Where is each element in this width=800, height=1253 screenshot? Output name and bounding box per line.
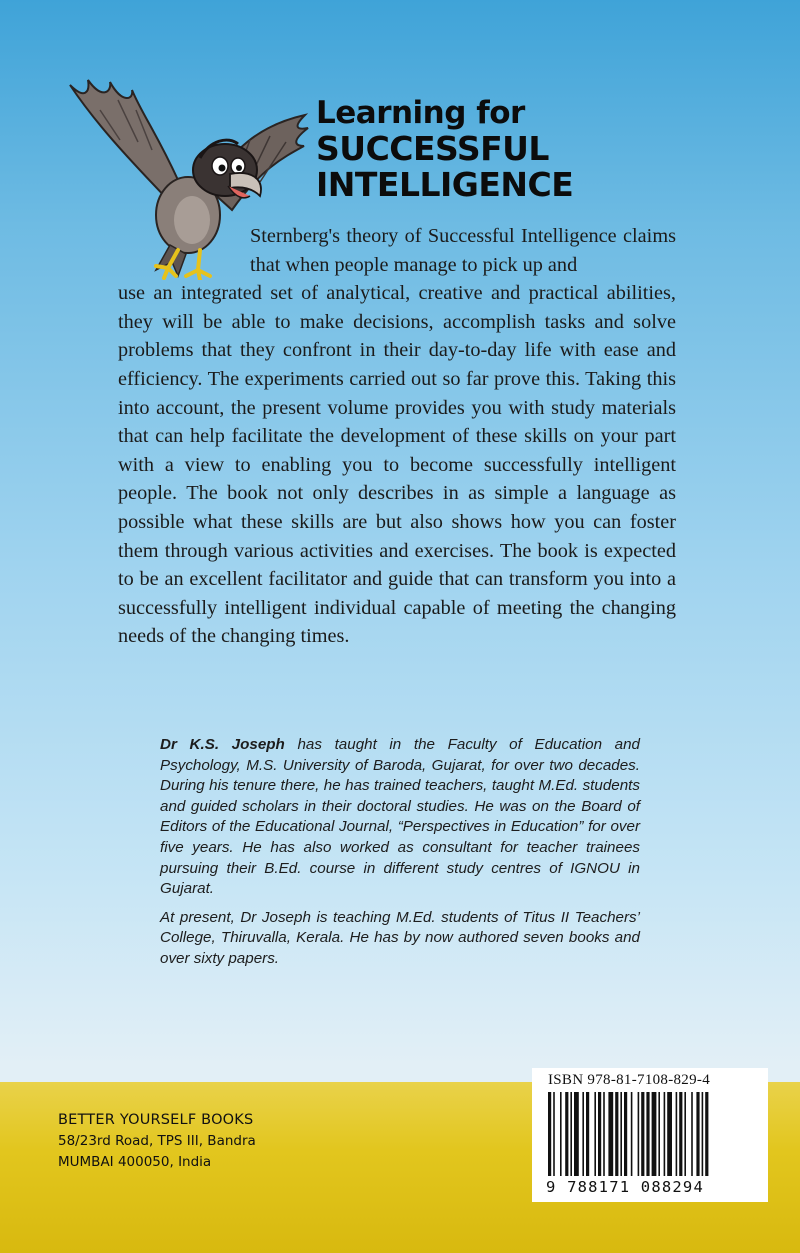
barcode-bar [565, 1092, 568, 1176]
book-description [118, 222, 676, 651]
publisher-name: BETTER YOURSELF BOOKS [58, 1112, 254, 1128]
isbn-label: ISBN 978-81-7108-829-4 [548, 1072, 711, 1088]
publisher-address-line-2: MUMBAI 400050, India [58, 1154, 212, 1170]
barcode-bar [603, 1092, 605, 1176]
barcode-bar [691, 1092, 693, 1176]
bio-paragraph-2: At present, Dr Joseph is teaching M.Ed. students of Titus II Teachers’ College, Thiruvalla, Kerala. He has by now authored seven books and over sixty papers. [160, 908, 640, 967]
barcode-bar [679, 1092, 682, 1176]
barcode-bar [548, 1092, 551, 1176]
barcode-bar [705, 1092, 708, 1176]
barcode-bar [684, 1092, 686, 1176]
bio-paragraph-1 [160, 735, 640, 900]
barcode-bar [582, 1092, 584, 1176]
barcode-bar [570, 1092, 572, 1176]
barcode-bar [594, 1092, 596, 1176]
publisher-info [58, 1110, 256, 1173]
barcode-bar [667, 1092, 672, 1176]
barcode-bar [553, 1092, 555, 1176]
description-opening: Sternberg's theory of Successful Intelligence claims that when people manage to pick up and [250, 225, 676, 276]
barcode-bar [638, 1092, 640, 1176]
title-line-3: INTELLIGENCE [316, 165, 574, 204]
author-bio [160, 735, 640, 978]
barcode-bar [641, 1092, 644, 1176]
author-name: Dr K.S. Joseph [160, 736, 285, 753]
barcode-bar [658, 1092, 660, 1176]
barcode-icon [548, 1092, 754, 1176]
barcode-bar [652, 1092, 657, 1176]
publisher-address-line-1: 58/23rd Road, TPS III, Bandra [58, 1133, 256, 1149]
isbn-barcode-box [532, 1068, 768, 1202]
barcode-bar [598, 1092, 601, 1176]
barcode-bar [560, 1092, 562, 1176]
barcode-bar [574, 1092, 579, 1176]
barcode-bar [608, 1092, 613, 1176]
barcode-bar [620, 1092, 622, 1176]
isbn-digits: 9 788171 088294 [546, 1178, 704, 1196]
bio-paragraph-1-text: has taught in the Faculty of Education and Psychology, M.S. University of Baroda, Gujarat, for over two decades. During his tenure there, he has trained teachers, taught M.Ed. students and guided scholars in their doctoral studies. He was on the Board of Editors of the Educational Journal, “Perspectives in Education” for over five years. He has also worked as consultant for teacher trainees pursuing their B.Ed. course in different study centres of IGNOU in Gujarat. [160, 736, 640, 898]
book-title [316, 95, 716, 203]
description-body: use an integrated set of analytical, creative and practical abilities, they will be able to make decisions, accomplish tasks and solve problems that they confront in their day-to-day life with ease and efficiency. The experiments carried out so far prove this. Taking this into account, the present volume provides you with study materials that can help facilitate the development of these skills on your part with a view to enabling you to become successfully intelligent people. The book not only describes in as simple a language as possible what these skills are but also shows how you can foster them through various activities and exercises. The book is expected to be an excellent facilitator and guide that can transform you into a successfully intelligent individual capable of meeting the changing needs of the changing times. [118, 282, 676, 648]
barcode-bar [624, 1092, 627, 1176]
barcode-bar [702, 1092, 704, 1176]
barcode-bar [586, 1092, 589, 1176]
barcode-bar [615, 1092, 618, 1176]
title-line-1: Learning for [316, 95, 525, 131]
barcode-bar [664, 1092, 666, 1176]
barcode-bar [631, 1092, 633, 1176]
barcode-bar [646, 1092, 649, 1176]
barcode-bar [696, 1092, 699, 1176]
barcode-bar [676, 1092, 678, 1176]
title-line-2: SUCCESSFUL [316, 129, 549, 168]
